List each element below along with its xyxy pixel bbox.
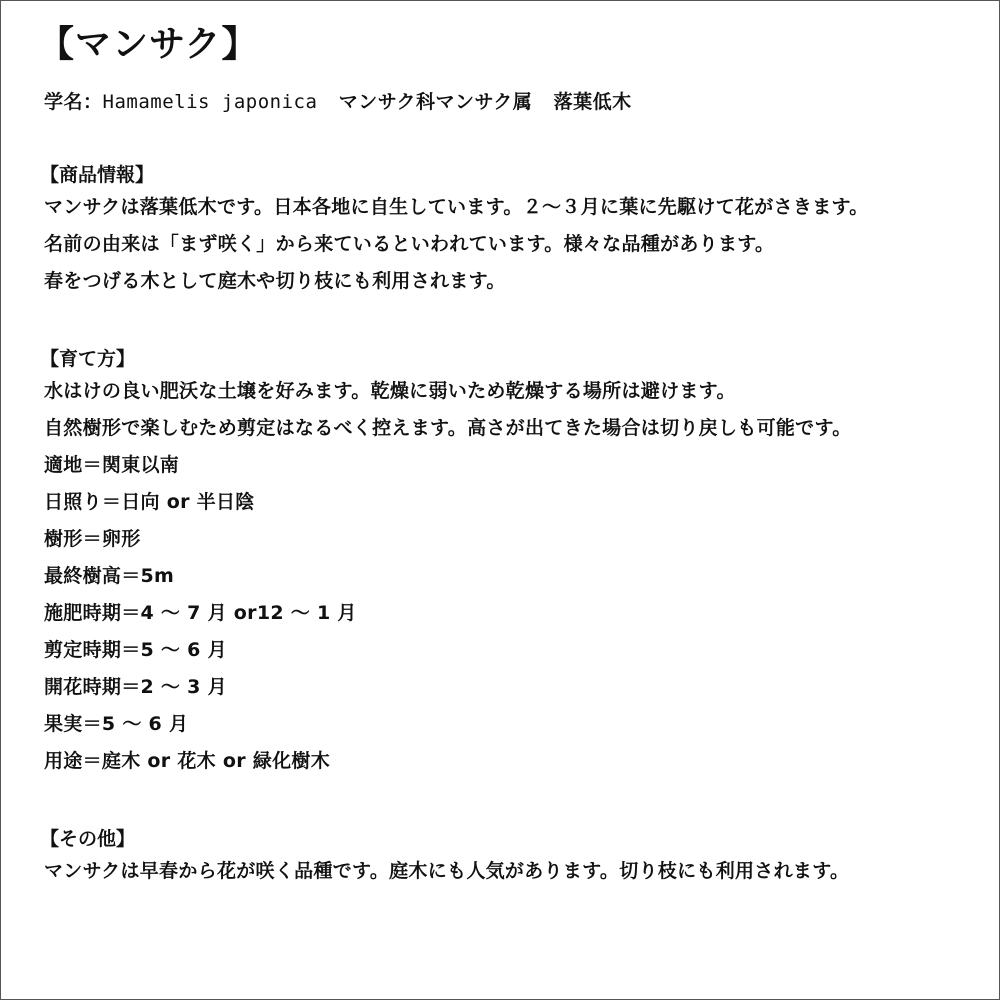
- section-product-info: [40, 161, 980, 300]
- care-line: 水はけの良い肥沃な土壌を好みます。乾燥に弱いため乾燥する場所は避けます。: [44, 380, 736, 402]
- section-heading-other: 【その他】: [40, 828, 136, 850]
- info-line: マンサクは落葉低木です。日本各地に自生しています。２～３月に葉に先駆けて花がさきます。: [44, 196, 869, 218]
- care-line: 用途＝庭木 or 花木 or 緑化樹木: [44, 750, 331, 772]
- care-line: 樹形＝卵形: [44, 528, 141, 550]
- section-heading-product-info: 【商品情報】: [40, 164, 155, 186]
- other-line: マンサクは早春から花が咲く品種です。庭木にも人気があります。切り枝にも利用されます。: [44, 860, 850, 882]
- plant-type: 落葉低木: [553, 91, 632, 113]
- page-title: 【マンサク】: [38, 24, 259, 65]
- section-care: [40, 345, 980, 780]
- care-line: 開花時期＝2 ～ 3 月: [44, 676, 227, 698]
- scientific-name-line: [44, 88, 980, 116]
- care-line: 適地＝関東以南: [44, 454, 180, 476]
- care-line: 最終樹高＝5m: [44, 565, 175, 587]
- care-line: 施肥時期＝4 ～ 7 月 or12 ～ 1 月: [44, 602, 357, 624]
- latin-name: Hamamelis japonica: [102, 91, 318, 113]
- section-heading-care: 【育て方】: [40, 348, 136, 370]
- family-genus: マンサク科マンサク属: [338, 91, 533, 113]
- section-other: [40, 825, 980, 890]
- care-line: 剪定時期＝5 ～ 6 月: [44, 639, 227, 661]
- scientific-name-prefix: 学名：: [44, 91, 103, 113]
- care-line: 果実＝5 ～ 6 月: [44, 713, 189, 735]
- info-line: 春をつげる木として庭木や切り枝にも利用されます。: [44, 270, 506, 292]
- info-line: 名前の由来は「まず咲く」から来ているといわれています。様々な品種があります。: [44, 233, 775, 255]
- care-line: 日照り＝日向 or 半日陰: [44, 491, 255, 513]
- document-body: [38, 18, 980, 890]
- care-line: 自然樹形で楽しむため剪定はなるべく控えます。高さが出てきた場合は切り戻しも可能です。: [44, 417, 852, 439]
